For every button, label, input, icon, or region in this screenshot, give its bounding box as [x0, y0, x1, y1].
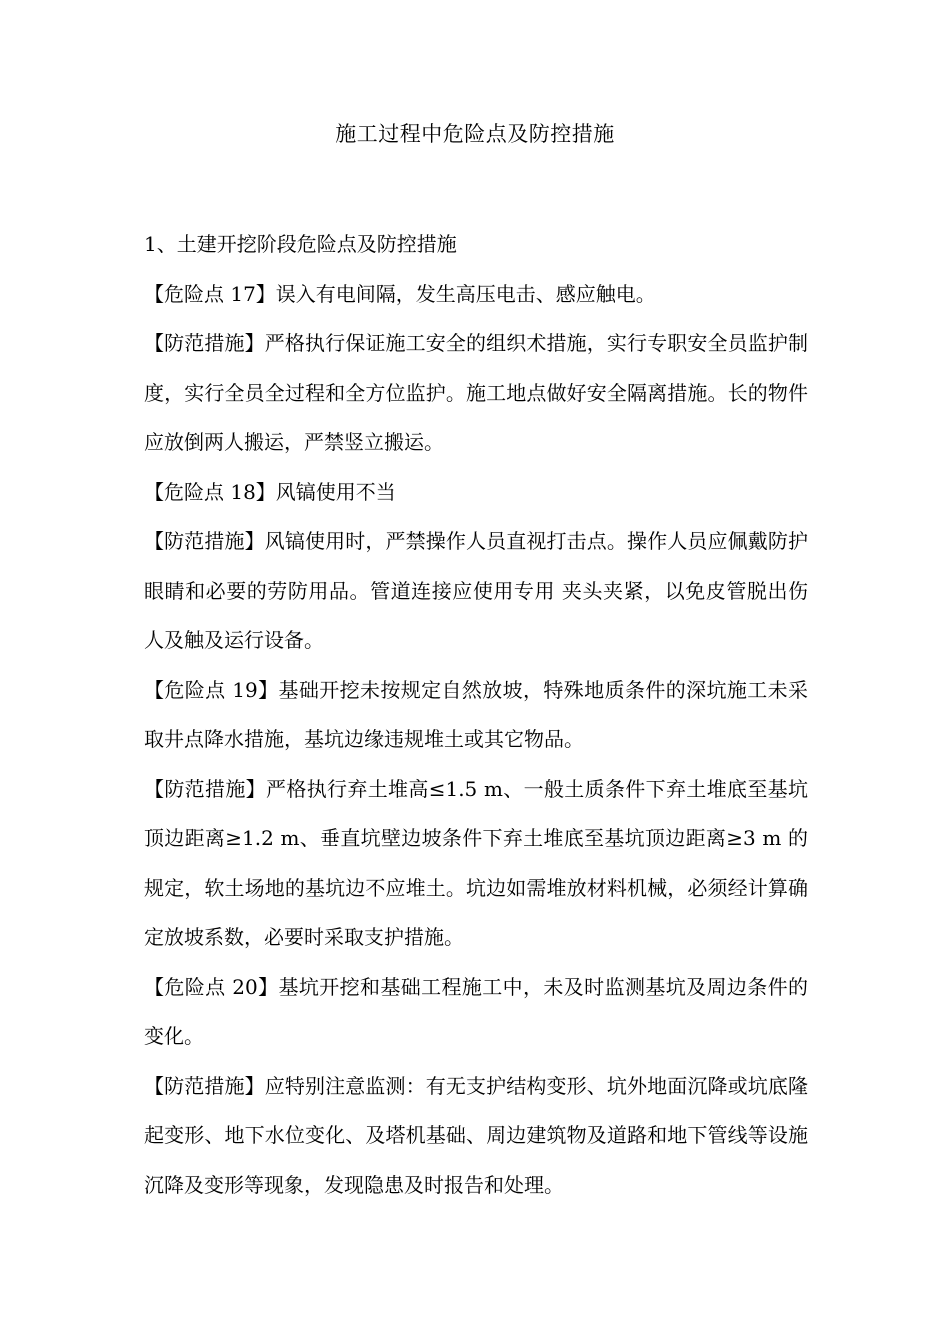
- measure-19: 【防范措施】严格执行弃土堆高≤1.5 m、一般土质条件下弃土堆底至基坑顶边距离≥1.2 m、垂直坑壁边坡条件下弃土堆底至基坑顶边距离≥3 m 的规定，软土场地的基坑边不应堆土。坑边如需堆放材料机械，必须经计算确定放坡系数，必要时采取支护措施。: [144, 776, 808, 949]
- measure-18: 【防范措施】风镐使用时，严禁操作人员直视打击点。操作人员应佩戴防护眼睛和必要的劳防用品。管道连接应使用专用 夹头夹紧，以免皮管脱出伤人及触及运行设备。: [144, 529, 808, 652]
- measure-17: 【防范措施】严格执行保证施工安全的组织术措施，实行专职安全员监护制度，实行全员全过程和全方位监护。施工地点做好安全隔离措施。长的物件应放倒两人搬运，严禁竖立搬运。: [144, 331, 808, 454]
- section-heading: 1、土建开挖阶段危险点及防控措施: [144, 232, 457, 256]
- hazard-19: 【危险点 19】基础开挖未按规定自然放坡，特殊地质条件的深坑施工未采取井点降水措施，基坑边缘违规堆土或其它物品。: [144, 677, 808, 751]
- document-body: [144, 220, 808, 1210]
- hazard-17: 【危险点 17】误入有电间隔，发生高压电击、感应触电。: [144, 281, 656, 306]
- hazard-20: 【危险点 20】基坑开挖和基础工程施工中，未及时监测基坑及周边条件的变化。: [144, 974, 808, 1048]
- hazard-18: 【危险点 18】风镐使用不当: [144, 479, 396, 504]
- measure-20: 【防范措施】应特别注意监测：有无支护结构变形、坑外地面沉降或坑底隆起变形、地下水位变化、及塔机基础、周边建筑物及道路和地下管线等设施沉降及变形等现象，发现隐患及时报告和处理。: [144, 1073, 808, 1197]
- document-title: 施工过程中危险点及防控措施: [335, 122, 615, 146]
